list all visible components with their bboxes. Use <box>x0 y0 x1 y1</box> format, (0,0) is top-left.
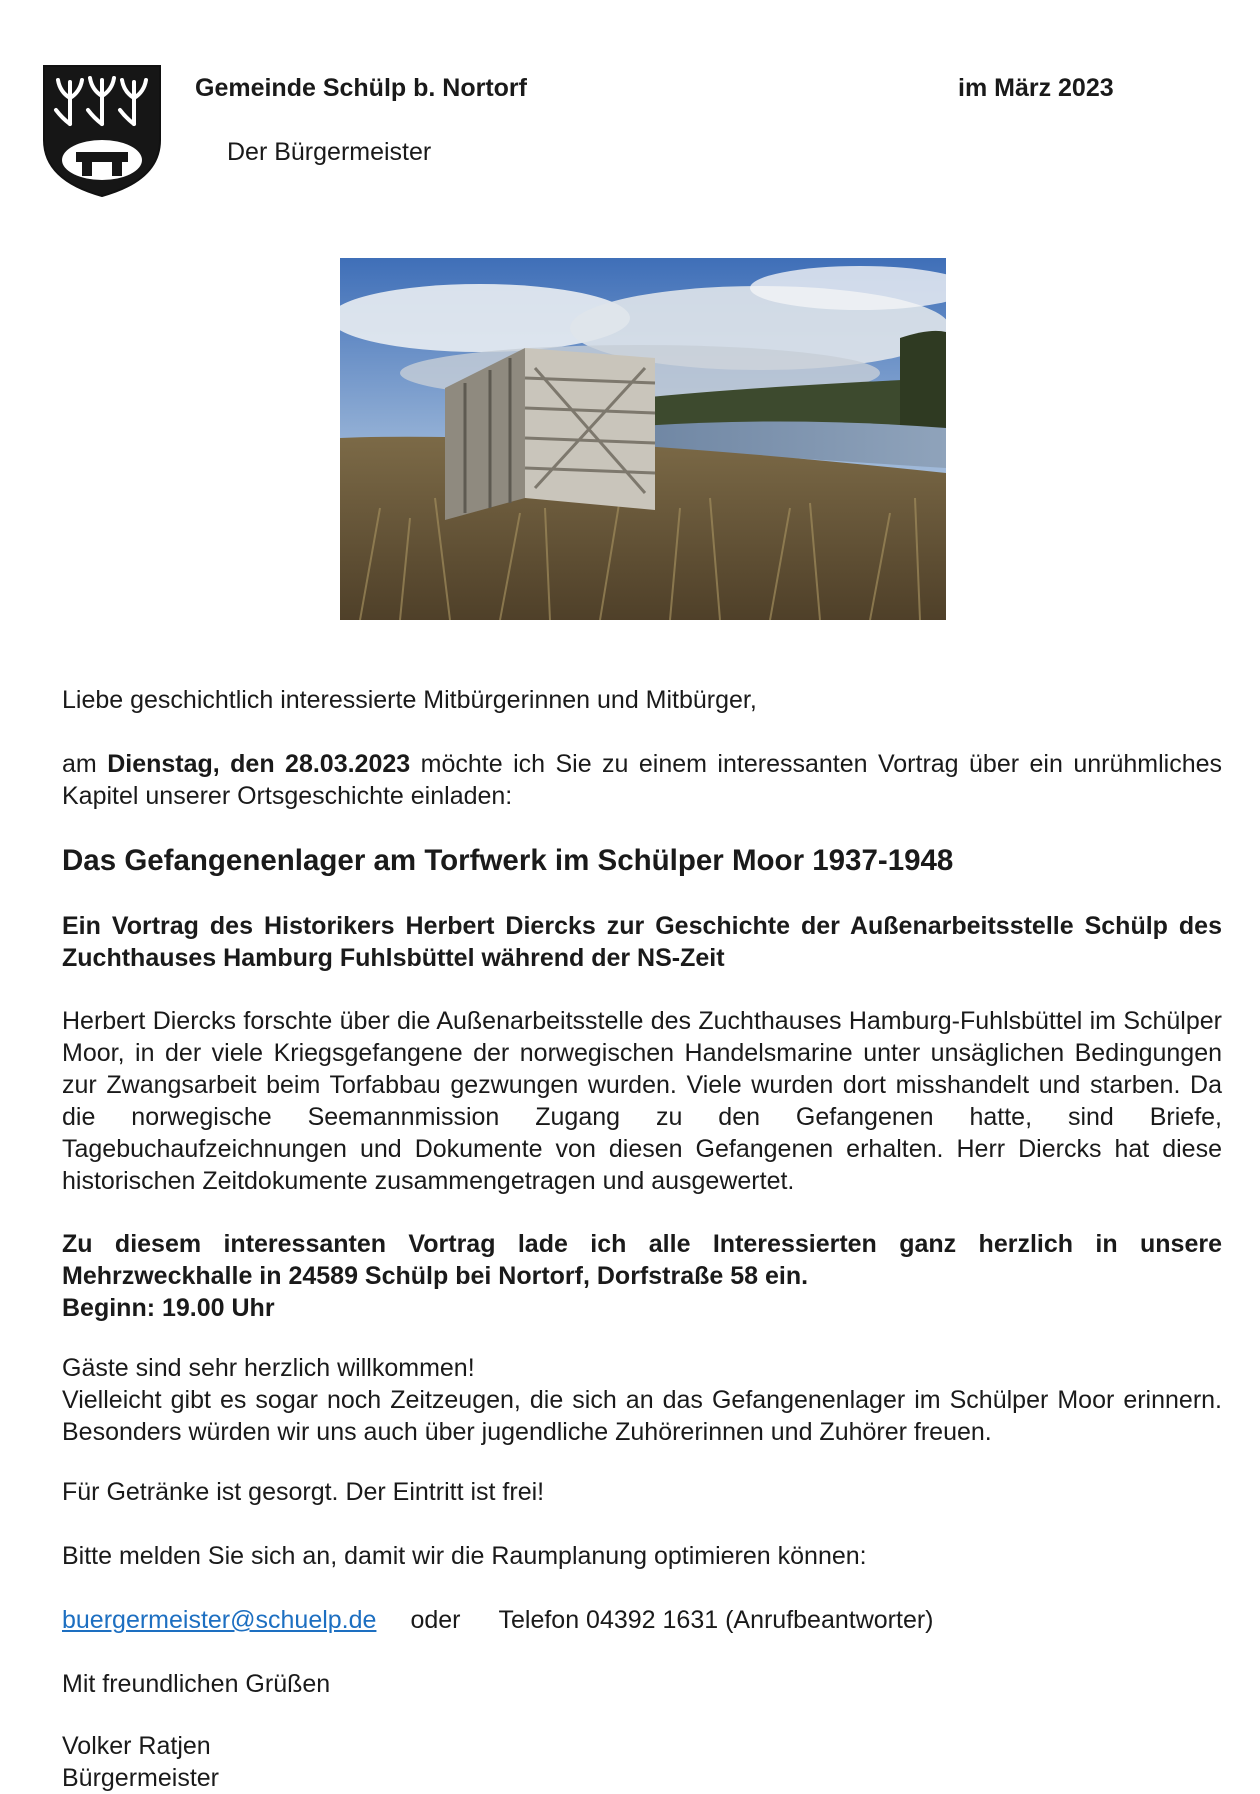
contact-line <box>62 1604 1222 1636</box>
signer-title: Bürgermeister <box>62 1764 219 1792</box>
background-paragraph: Herbert Diercks forschte über die Außenarbeitsstelle des Zuchthauses Hamburg-Fuhlsbüttel im Schülper Moor, in der viele Kriegsgefangene der norwegischen Handelsmarine unter unsäglichen Bedingungen zur Zwangsarbeit beim Torfabbau gezwungen wurden. Viele wurden dort misshandelt und starben. Da die norwegische Seemannmission Zugang zu den Gefangenen hatte, sind Briefe, Tagebuchaufzeichnungen und Dokumente von diesen Gefangenen erhalten. Herr Diercks hat diese historischen Zeitdokumente zusammengetragen und ausgewertet. <box>62 1007 1222 1195</box>
organization-name: Gemeinde Schülp b. Nortorf <box>195 74 527 102</box>
registration-request: Bitte melden Sie sich an, damit wir die Raumplanung optimieren können: <box>62 1542 867 1570</box>
event-date: Dienstag, den 28.03.2023 <box>107 750 411 778</box>
intro-paragraph: am Dienstag, den 28.03.2023 möchte ich Sie zu einem interessanten Vortrag über ein unrühmliches Kapitel unserer Ortsgeschichte einladen: <box>62 750 1223 810</box>
sender-role: Der Bürgermeister <box>227 138 432 166</box>
moor-crate-photo <box>340 258 946 620</box>
start-time: Beginn: 19.00 Uhr <box>62 1294 275 1322</box>
or-label: oder <box>410 1606 461 1634</box>
closing: Mit freundlichen Grüßen <box>62 1670 331 1698</box>
phone-number: Telefon 04392 1631 (Anrufbeantworter) <box>498 1606 934 1634</box>
email-link[interactable]: buergermeister@schuelp.de <box>62 1606 377 1634</box>
signer-name: Volker Ratjen <box>62 1732 211 1760</box>
signature-block <box>62 1730 1222 1794</box>
letter-date: im März 2023 <box>958 74 1114 102</box>
invitation-paragraph: Zu diesem interessanten Vortrag lade ich alle Interessierten ganz herzlich in unsere Mehrzweckhalle in 24589 Schülp bei Nortorf, Dorfstraße 58 ein. Beginn: 19.00 Uhr <box>62 1230 1222 1322</box>
salutation: Liebe geschichtlich interessierte Mitbürgerinnen und Mitbürger, <box>62 686 757 714</box>
drinks-note: Für Getränke ist gesorgt. Der Eintritt ist frei! <box>62 1478 545 1506</box>
guests-paragraph: Gäste sind sehr herzlich willkommen! Vielleicht gibt es sogar noch Zeitzeugen, die sich an das Gefangenenlager im Schülper Moor erinnern. Besonders würden wir uns auch über jugendliche Zuhörerinnen und Zuhörer freuen. <box>62 1354 1222 1446</box>
event-title: Das Gefangenenlager am Torfwerk im Schülper Moor 1937-1948 <box>62 844 954 877</box>
coat-of-arms-icon <box>40 62 164 198</box>
event-subtitle: Ein Vortrag des Historikers Herbert Diercks zur Geschichte der Außenarbeitsstelle Schülp des Zuchthauses Hamburg Fuhlsbüttel während der NS-Zeit <box>62 912 1222 972</box>
